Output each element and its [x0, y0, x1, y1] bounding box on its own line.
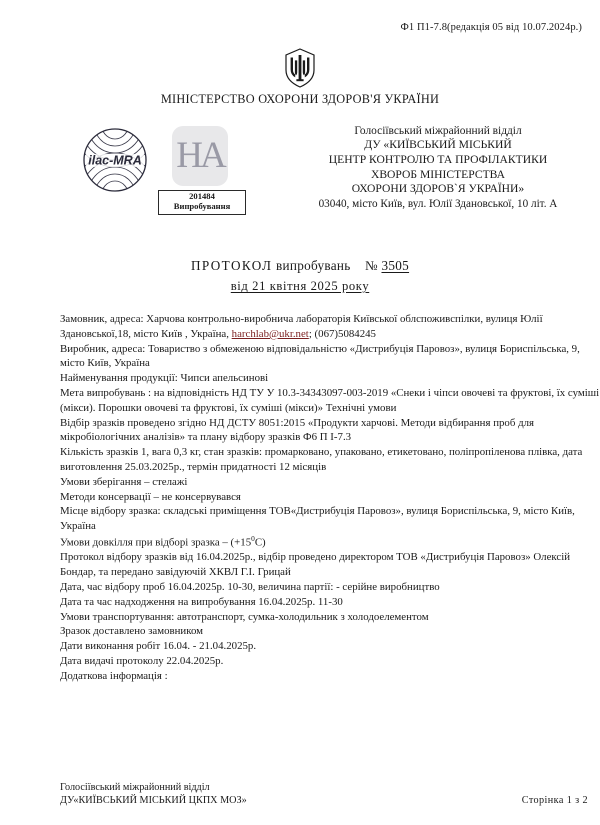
page-number: Сторінка 1 з 2 — [521, 795, 588, 806]
accreditation-certificate-box — [158, 190, 246, 215]
degree-symbol: 0 — [251, 533, 255, 543]
ambient-suffix: С) — [254, 536, 266, 549]
org-line-4: ХВОРОБ МІНІСТЕРСТВА — [370, 167, 506, 181]
sampling-protocol-line: Протокол відбору зразків від 16.04.2025р., відбір проведено директором ТОВ «Дистрибуція Паровоз» Олексій Бондар, та передано завідуючій ХКВЛ Г.І. Грицай — [60, 551, 571, 579]
protocol-date: від 21 квітня 2025 року — [230, 279, 370, 293]
ilac-mra-icon — [82, 127, 148, 193]
footer-organization — [60, 781, 247, 808]
naau-glyph: НА — [176, 134, 224, 176]
org-line-2: ДУ «КИЇВСЬКИЙ МІСЬКИЙ — [364, 138, 512, 152]
protocol-word: ПРОТОКОЛ — [190, 258, 273, 273]
arrival-datetime-line: Дата та час надходження на випробування 16.04.2025р. 11-30 — [60, 595, 343, 608]
ukrainian-trident-coat-of-arms-icon — [283, 48, 317, 88]
footer-line-1: Голосіївський міжрайонний відділ — [60, 781, 210, 793]
protocol-number: 3505 — [381, 258, 410, 273]
org-line-1: Голосіївський міжрайонний відділ — [354, 125, 522, 137]
certificate-number: 201484 — [189, 191, 215, 201]
ambient-prefix: Умови довкілля при відборі зразка – (+15 — [60, 536, 252, 549]
ministry-title: МІНІСТЕРСТВО ОХОРОНИ ЗДОРОВ'Я УКРАЇНИ — [160, 92, 440, 106]
protocol-number-sign: № — [364, 258, 378, 273]
ambient-conditions-line — [60, 534, 600, 550]
protocol-heading — [0, 258, 600, 274]
sampling-datetime-line: Дата, час відбору проб 16.04.2025р. 10-30, величина партії: - серійне виробництво — [60, 580, 440, 593]
identity-row — [0, 124, 600, 216]
protocol-title-block — [0, 258, 600, 295]
sampling-standard-line: Відбір зразків проведено згідно НД ДСТУ 8051:2015 «Продукти харчові. Методи відбирання проб для мікробіологічних аналізів» та плану відбору зразків Ф6 П І-7.3 — [60, 416, 534, 444]
ministry-header — [0, 48, 600, 107]
storage-line: Умови зберігання – стелажі — [60, 475, 188, 488]
customer-text: Замовник, адреса: Харчова контрольно-виробнича лабораторія Київської облспоживспілки, вулиця Юлії Здановської,18, місто Київ , Україна, — [60, 313, 543, 340]
footer-line-2: ДУ«КИЇВСЬКИЙ МІСЬКИЙ ЦКПХ МОЗ» — [60, 794, 247, 806]
org-address: 03040, місто Київ, вул. Юлії Здановської, 10 літ. А — [318, 197, 558, 210]
svg-text:ilac-MRA: ilac-MRA — [88, 153, 142, 168]
customer-email-link[interactable]: harchlab@ukr.net — [231, 327, 309, 340]
purpose-line: Мета випробувань : на відповідність НД ТУ У 10.3-34343097-003-2019 «Снеки і чіпси овочеві та фруктові, їх суміші (мікси). Порошки овочеві та фруктові, їх суміші (мікси)» Технічні умови — [60, 386, 600, 414]
sample-count-line: Кількість зразків 1, вага 0,3 кг, стан зразків: промарковано, упаковано, етикетовано, поліпропіленова плівка, дата виготовлення 25.03.2025р., термін придатності 12 місяців — [60, 446, 583, 473]
organization-block — [282, 124, 594, 211]
product-name-line: Найменування продукції: Чипси апельсинові — [60, 372, 269, 385]
naau-accreditation-logo — [172, 126, 228, 186]
page-footer — [60, 781, 588, 808]
delivery-line: Зразок доставлено замовником — [60, 625, 204, 638]
org-line-3: ЦЕНТР КОНТРОЛЮ ТА ПРОФІЛАКТИКИ — [328, 152, 548, 166]
manufacturer-line: Виробник, адреса: Товариство з обмеженою відповідальністю «Дистрибуція Паровоз», вулиця Бориспільська, 9, місто Київ, Україна — [60, 342, 580, 370]
customer-line — [60, 312, 600, 342]
certificate-label: Випробування — [173, 200, 231, 211]
accreditation-logos — [80, 124, 260, 216]
work-dates-line: Дати виконання робіт 16.04. - 21.04.2025р. — [60, 640, 257, 653]
protocol-body — [60, 312, 600, 684]
transport-line: Умови транспортування: автотранспорт, сумка-холодильник з холодоелементом — [60, 610, 429, 623]
protocol-kind: випробувань — [275, 258, 351, 273]
preservation-line: Методи консервації – не консервувався — [60, 490, 241, 503]
sampling-place-line: Місце відбору зразка: складські приміщення ТОВ«Дистрибуція Паровоз», вулиця Бориспільська, 9, місто Київ, Україна — [60, 505, 575, 533]
additional-info-line: Додаткова інформація : — [60, 669, 168, 682]
form-code: Ф1 П1-7.8(редакція 05 від 10.07.2024р.) — [400, 22, 582, 33]
customer-phone: ; (067)5084245 — [308, 327, 376, 340]
org-line-5: ОХОРОНИ ЗДОРОВ`Я УКРАЇНИ» — [351, 182, 525, 196]
issue-date-line: Дата видачі протоколу 22.04.2025р. — [60, 654, 224, 667]
